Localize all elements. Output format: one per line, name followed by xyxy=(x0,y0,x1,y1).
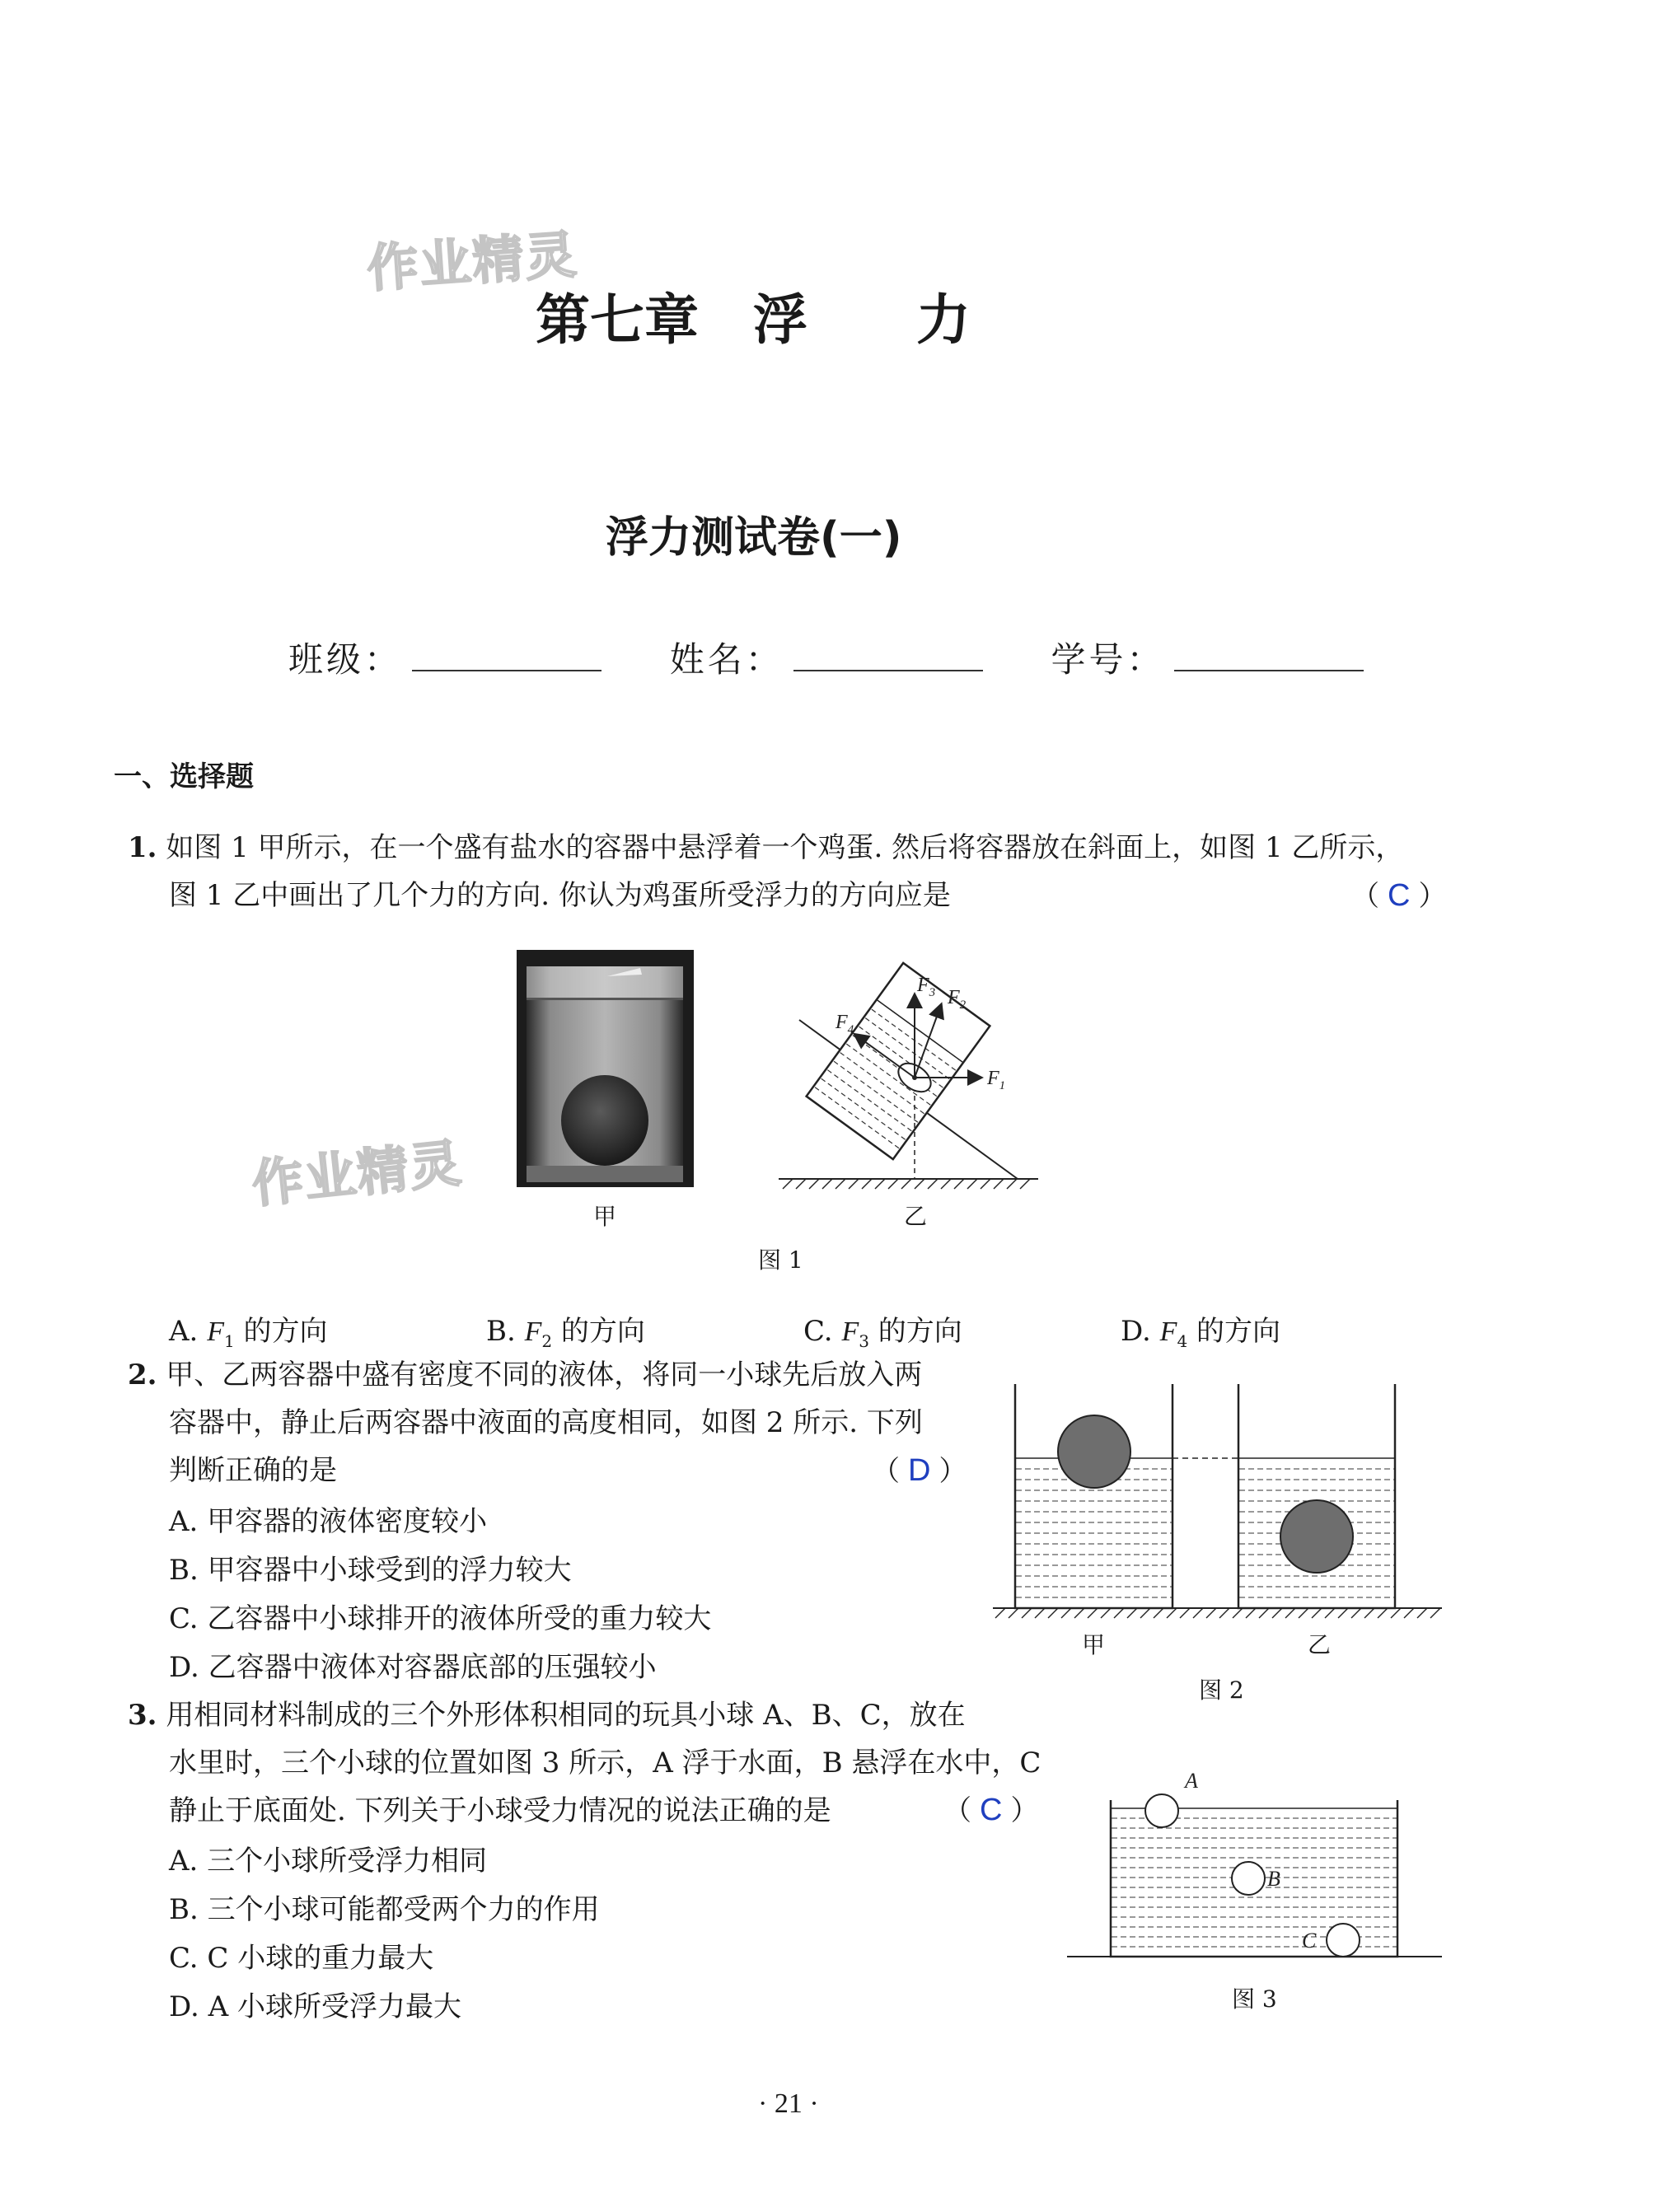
q3-answer-paren xyxy=(943,1786,1038,1835)
ball-label-c: C xyxy=(1302,1929,1317,1952)
q2-paren-close: ） xyxy=(938,1455,967,1488)
q1-paren-open: （ xyxy=(1351,880,1379,913)
q3-answer: C xyxy=(980,1793,1003,1827)
q3-option-c: C. C 小球的重力最大 xyxy=(169,1942,434,1975)
q2-options xyxy=(169,1498,711,1692)
page-number: · 21 · xyxy=(758,2088,819,2119)
q3-option-d: D. A 小球所受浮力最大 xyxy=(169,1990,462,2023)
q2-paren-open: （ xyxy=(872,1455,900,1488)
class-label: 班级： xyxy=(288,639,403,680)
q3-figure-balls xyxy=(1063,1763,1450,1961)
test-title: 浮力测试卷(一) xyxy=(606,513,902,563)
q2-fig-label-left: 甲 xyxy=(1082,1631,1106,1658)
q1-answer: C xyxy=(1388,878,1411,913)
q2-option-d: D. 乙容器中液体对容器底部的压强较小 xyxy=(169,1651,657,1684)
q3-stem xyxy=(128,1691,1075,1835)
id-blank[interactable] xyxy=(1174,663,1364,671)
q2-figure-containers xyxy=(989,1376,1450,1631)
name-label: 姓名： xyxy=(669,639,784,680)
label-f2: $F_2$ xyxy=(948,987,967,1012)
q1-option-b: B. $F_2$ 的方向 xyxy=(486,1315,645,1351)
q1-fig-label-right: 乙 xyxy=(904,1203,928,1230)
q2-fig-caption: 图 2 xyxy=(1199,1677,1244,1704)
label-f4: $F_4$ xyxy=(836,1012,854,1036)
q3-options xyxy=(169,1837,600,2032)
q1-photo-beaker xyxy=(517,950,694,1187)
class-blank[interactable] xyxy=(412,663,601,671)
q1-line2: 图 1 乙中画出了几个力的方向. 你认为鸡蛋所受浮力的方向应是 xyxy=(169,879,951,912)
q3-paren-open: （ xyxy=(943,1794,971,1827)
q1-force-diagram xyxy=(766,946,1046,1193)
q1-stem xyxy=(128,824,1463,919)
q2-number: 2. xyxy=(128,1359,157,1391)
q3-option-b: B. 三个小球可能都受两个力的作用 xyxy=(169,1893,600,1926)
q2-answer-paren xyxy=(872,1447,967,1495)
q3-line2: 水里时，三个小球的位置如图 3 所示，A 浮于水面，B 悬浮在水中，C xyxy=(169,1747,1041,1779)
q1-option-c: C. $F_3$ 的方向 xyxy=(803,1315,962,1351)
q1-number: 1. xyxy=(128,831,157,864)
q1-option-a: A. $F_1$ 的方向 xyxy=(169,1315,328,1351)
q2-stem xyxy=(128,1351,968,1494)
q2-line1: 甲、乙两容器中盛有密度不同的液体，将同一小球先后放入两 xyxy=(166,1359,923,1391)
q1-option-d: D. $F_4$ 的方向 xyxy=(1121,1315,1280,1351)
section-title: 一、选择题 xyxy=(114,760,254,793)
q1-fig-caption: 图 1 xyxy=(758,1246,803,1274)
label-f3: $F_3$ xyxy=(917,975,936,999)
q1-fig-label-left: 甲 xyxy=(593,1203,617,1230)
ball-label-b: B xyxy=(1267,1867,1280,1891)
id-label: 学号： xyxy=(1051,639,1165,680)
q3-line1: 用相同材料制成的三个外形体积相同的玩具小球 A、B、C，放在 xyxy=(166,1699,966,1732)
q3-paren-close: ） xyxy=(1010,1794,1039,1827)
q2-option-a: A. 甲容器的液体密度较小 xyxy=(169,1505,488,1538)
label-f1: $F_1$ xyxy=(987,1068,1006,1092)
q2-line3: 判断正确的是 xyxy=(169,1454,337,1487)
q3-number: 3. xyxy=(128,1699,157,1732)
q2-option-c: C. 乙容器中小球排开的液体所受的重力较大 xyxy=(169,1602,712,1635)
q2-answer: D xyxy=(908,1453,931,1488)
chapter-title: 第七章 浮 力 xyxy=(536,288,971,352)
q3-option-a: A. 三个小球所受浮力相同 xyxy=(169,1845,488,1878)
ball-label-a: A xyxy=(1185,1769,1198,1793)
q2-line2: 容器中，静止后两容器中液面的高度相同，如图 2 所示. 下列 xyxy=(169,1406,923,1439)
q2-fig-label-right: 乙 xyxy=(1308,1631,1332,1658)
q2-option-b: B. 甲容器中小球受到的浮力较大 xyxy=(169,1554,572,1587)
q3-fig-caption: 图 3 xyxy=(1232,1985,1277,2013)
name-blank[interactable] xyxy=(793,663,983,671)
q1-paren-close: ） xyxy=(1418,880,1447,913)
q1-answer-paren xyxy=(1351,872,1446,920)
watermark-middle: 作业精灵 xyxy=(249,1132,466,1215)
student-info xyxy=(288,633,1364,682)
q1-line1: 如图 1 甲所示，在一个盛有盐水的容器中悬浮着一个鸡蛋. 然后将容器放在斜面上，如图 1 乙所示， xyxy=(166,831,1404,864)
q3-line3: 静止于底面处. 下列关于小球受力情况的说法正确的是 xyxy=(169,1794,831,1827)
watermark-top: 作业精灵 xyxy=(365,224,580,299)
